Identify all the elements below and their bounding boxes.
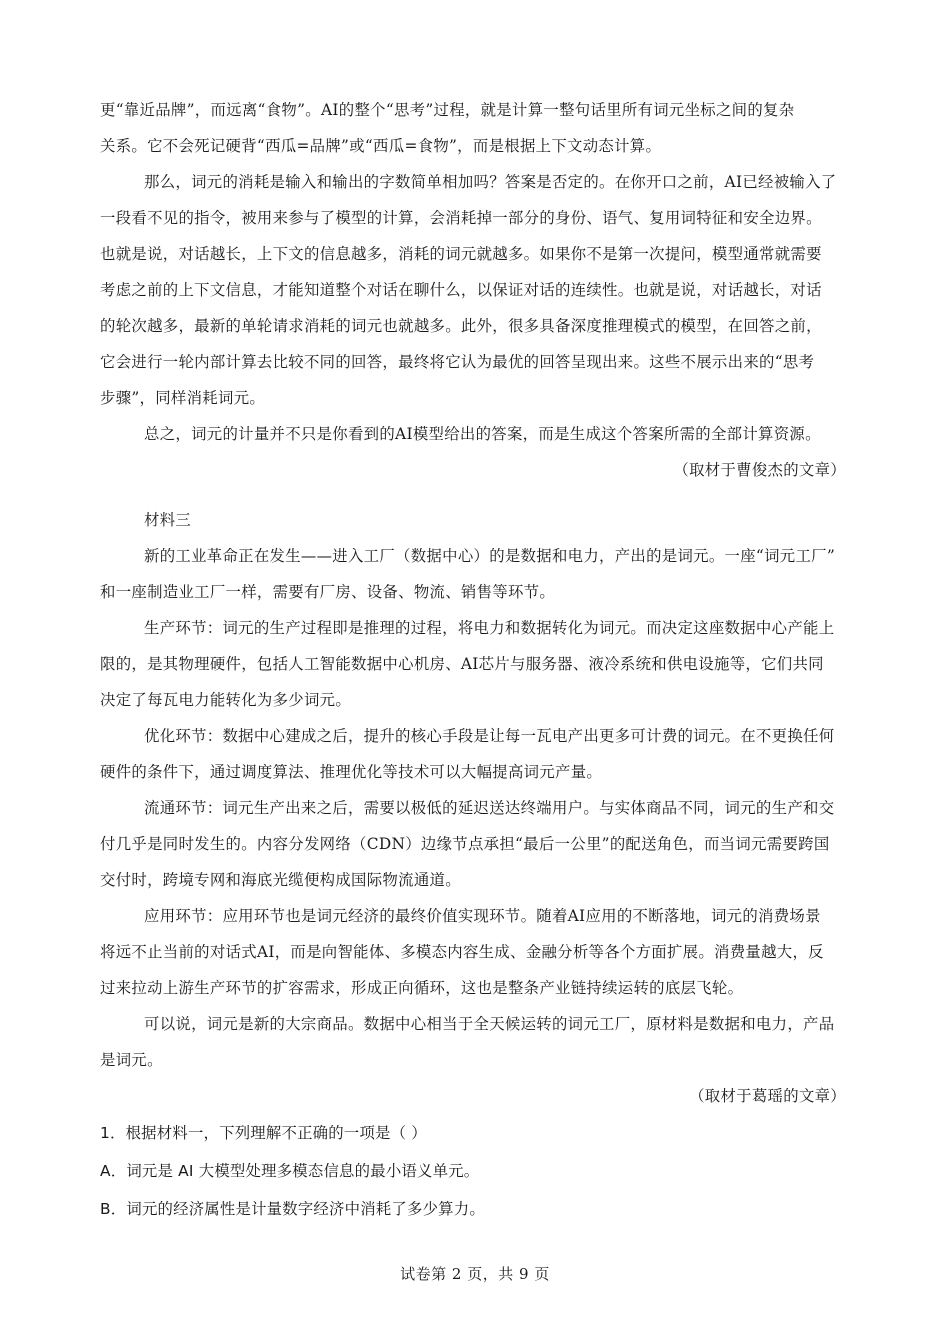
material3-heading: 材料三 [144,511,192,529]
text-line: 应用环节：应用环节也是词元经济的最终价值实现环节。随着AI应用的不断落地，词元的消费场景 [144,907,821,925]
text-line: 更“靠近品牌”，而远离“食物”。AI的整个“思考”过程，就是计算一整句话里所有词元坐标之间的复杂 [100,101,795,119]
material2-summary: 总之，词元的计量并不只是你看到的AI模型给出的答案，而是生成这个答案所需的全部计算资源。 [144,425,821,443]
text-line: 也就是说，对话越长，上下文的信息越多，消耗的词元就越多。如果你不是第一次提问，模型通常就需要 [100,245,822,263]
material3-distribution [100,790,852,898]
text-line: 它会进行一轮内部计算去比较不同的回答，最终将它认为最优的回答呈现出来。这些不展示出来的“思考 [100,353,815,371]
material3-optimization [100,718,852,790]
material2-source: （取材于曹俊杰的文章） [673,461,846,479]
text-line: 将远不止当前的对话式AI，而是向智能体、多模态内容生成、金融分析等各个方面扩展。消费量越大，反 [100,943,824,961]
text-line: 是词元。 [100,1051,163,1069]
text-line: 一段看不见的指令，被用来参与了模型的计算，会消耗掉一部分的身份、语气、复用词特征和安全边界。 [100,209,822,227]
text-line: 关系。它不会死记硬背“西瓜=品牌”或“西瓜=食物”，而是根据上下文动态计算。 [100,137,662,155]
text-line: 过来拉动上游生产环节的扩容需求，形成正向循环，这也是整条产业链持续运转的底层飞轮。 [100,979,744,997]
page-footer: 试卷第 2 页，共 9 页 [400,1265,550,1283]
text-line: 考虑之前的上下文信息，才能知道整个对话在聊什么，以保证对话的连续性。也就是说，对话越长，对话 [100,281,822,299]
text-line: 决定了每瓦电力能转化为多少词元。 [100,691,352,709]
material2-paragraph-token-consumption [100,164,852,416]
text-line: 新的工业革命正在发生——进入工厂（数据中心）的是数据和电力，产出的是词元。一座“词元工厂” [144,547,836,565]
section-gap [100,488,852,502]
text-line: 交付时，跨境专网和海底光缆便构成国际物流通道。 [100,871,461,889]
question-1 [100,1114,852,1228]
exam-page-body [100,92,852,1228]
material2-tail-paragraph [100,92,852,164]
text-line: 流通环节：词元生产出来之后，需要以极低的延迟送达终端用户。与实体商品不同，词元的生产和交 [144,799,835,817]
text-line: 硬件的条件下，通过调度算法、推理优化等技术可以大幅提高词元产量。 [100,763,603,781]
material3-conclusion [100,1006,852,1078]
text-line: 限的，是其物理硬件，包括人工智能数据中心机房、AI芯片与服务器、液冷系统和供电设施等，它们共同 [100,655,824,673]
text-line: 付几乎是同时发生的。内容分发网络（CDN）边缘节点承担“最后一公里”的配送角色，而当词元需要跨国 [100,835,830,853]
material3-production [100,610,852,718]
text-line: 生产环节：词元的生产过程即是推理的过程，将电力和数据转化为词元。而决定这座数据中心产能上 [144,619,835,637]
text-line: 可以说，词元是新的大宗商品。数据中心相当于全天候运转的词元工厂，原材料是数据和电力，产品 [144,1015,835,1033]
text-line: 步骤”，同样消耗词元。 [100,389,266,407]
option-a: A．词元是 AI 大模型处理多模态信息的最小语义单元。 [100,1162,480,1180]
question-stem: 1．根据材料一，下列理解不正确的一项是（ ） [100,1124,427,1142]
text-line: 优化环节：数据中心建成之后，提升的核心手段是让每一瓦电产出更多可计费的词元。在不更换任何 [144,727,835,745]
material3-source: （取材于葛瑶的文章） [689,1087,846,1105]
text-line: 的轮次越多，最新的单轮请求消耗的词元也就越多。此外，很多具备深度推理模式的模型，在回答之前， [100,317,822,335]
option-b: B．词元的经济属性是计量数字经济中消耗了多少算力。 [100,1200,485,1218]
text-line: 和一座制造业工厂一样，需要有厂房、设备、物流、销售等环节。 [100,583,556,601]
material3-intro [100,538,852,610]
material3-application [100,898,852,1006]
text-line: 那么，词元的消耗是输入和输出的字数简单相加吗？答案是否定的。在你开口之前，AI已经被输入了 [144,173,837,191]
